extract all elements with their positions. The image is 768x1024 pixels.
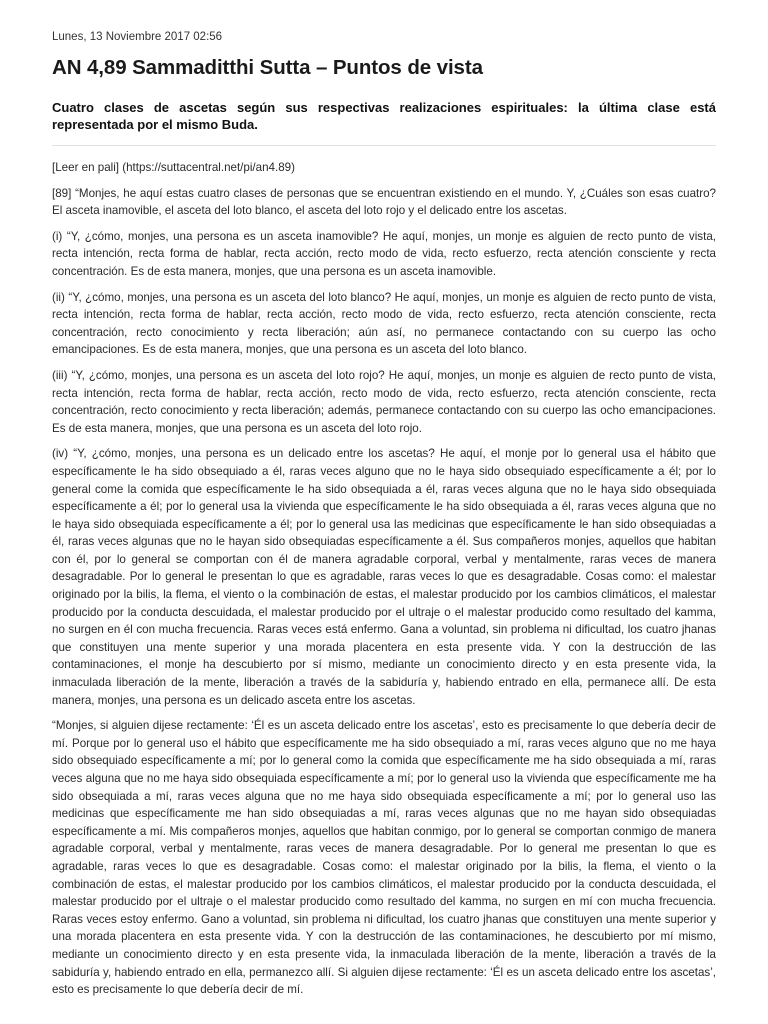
publish-date: Lunes, 13 Noviembre 2017 02:56 [52, 31, 223, 43]
paragraph: [89] “Monjes, he aquí estas cuatro clases de personas que se encuentran existiendo en el mundo. Y, ¿Cuáles son esas cuatro? El asceta inamovible, el asceta del loto blanco, el asceta del loto rojo y el delicado entre los ascetas. [52, 186, 716, 218]
article-body [52, 159, 716, 999]
divider [52, 145, 716, 146]
page-subtitle: Cuatro clases de ascetas según sus respectivas realizaciones espirituales: la última clase está representada por el mismo Buda. [52, 100, 716, 132]
paragraph: (i) “Y, ¿cómo, monjes, una persona es un asceta inamovible? He aquí, monjes, un monje es alguien de recto punto de vista, recta intención, recta forma de hablar, recta acción, recto modo de vida, recto esfuerzo, recta atención consciente y recta concentración. Es de esta manera, monjes, que una persona es un asceta inamovible. [52, 229, 716, 278]
page-title: AN 4,89 Sammaditthi Sutta – Puntos de vista [52, 56, 483, 79]
paragraph: (iv) “Y, ¿cómo, monjes, una persona es un delicado entre los ascetas? He aquí, el monje por lo general usa el hábito que específicamente le ha sido obsequiado a él, raras veces alguno que no le haya sido obsequiado específicamente a él; por lo general come la comida que específicamente le ha sido obsequiada a él, raras veces alguna que no le haya sido obsequiada específicamente a él; por lo general usa la vivienda que específicamente le ha sido obsequiada a él, raras veces alguna que no le haya sido obsequiada específicamente a él; por lo general usa las medicinas que específicamente le han sido obsequiadas a él, raras veces algunas que no le hayan sido obsequiadas específicamente a él. Sus compañeros monjes, aquellos que habitan con él, por lo general se comportan con él de manera agradable corporal, verbal y mentalmente, raras veces de manera desagradable. Por lo general le presentan lo que es agradable, raras veces lo que es desagradable. Cosas como: el malestar originado por la bilis, la flema, el viento o la combinación de estas, el malestar producido por los cambios climáticos, el malestar producido por la conducta descuidada, el malestar producido por el ultraje o el malestar producido como resultado del kamma, no surgen en él con mucha frecuencia. Raras veces está enfermo. Gana a voluntad, sin problema ni dificultad, los cuatro jhanas que constituyen una mente superior y una morada placentera en esta presente vida. Y con la destrucción de las contaminaciones, el monje ha descubierto por sí mismo, mediante un conocimiento directo y en esta presente vida, la inmaculada liberación de la mente, liberación a través de la sabiduría y, habiendo entrado en ella, permanece allí. De esta manera, monjes, una persona es un delicado asceta entre los ascetas. [52, 447, 716, 707]
paragraph: “Monjes, si alguien dijese rectamente: ‘Él es un asceta delicado entre los ascetas’, esto es precisamente lo que debería decir de mí. Porque por lo general uso el hábito que específicamente me ha sido obsequiado a mí, raras veces alguno que no me haya sido obsequiado específicamente a mí; por lo general como la comida que específicamente me ha sido obsequiada a mí, raras veces alguna que no me haya sido obsequiada específicamente a mí; por lo general uso la vivienda que específicamente me ha sido obsequiada a mí, raras veces alguna que no me haya sido obsequiada específicamente a mí; por lo general uso las medicinas que específicamente me han sido obsequiadas a mí, raras veces algunas que no me hayan sido obsequiadas específicamente a mí. Mis compañeros monjes, aquellos que habitan conmigo, por lo general se comportan conmigo de manera agradable corporal, verbal y mentalmente, raras veces de manera desagradable. Por lo general me presentan lo que es agradable, raras veces lo que es desagradable. Cosas como: el malestar originado por la bilis, la flema, el viento o la combinación de estas, el malestar producido por los cambios climáticos, el malestar producido por la conducta descuidada, el malestar producido por el ultraje o el malestar producido como resultado del kamma, no surgen en mí con mucha frecuencia. Raras veces estoy enfermo. Gano a voluntad, sin problema ni dificultad, los cuatro jhanas que constituyen una mente superior y una morada placentera en esta presente vida. Y con la destrucción de las contaminaciones, he descubierto por mí mismo, mediante un conocimiento directo y en esta presente vida, la inmaculada liberación de la mente, liberación a través de la sabiduría y, habiendo entrado en ella, permanezco allí. Si alguien dijese rectamente: ‘Él es un asceta delicado entre los ascetas’, esto es precisamente lo que debería decir de mí. [52, 719, 716, 997]
paragraph: (ii) “Y, ¿cómo, monjes, una persona es un asceta del loto blanco? He aquí, monjes, un monje es alguien de recto punto de vista, recta intención, recta forma de hablar, recta acción, recto modo de vida, recto esfuerzo, recta atención consciente, recta concentración, recto conocimiento y recta liberación; aún así, no permanece contactando con su cuerpo las ocho emancipaciones. Es de esta manera, monjes, que una persona es un asceta del loto blanco. [52, 290, 716, 357]
source-link-paragraph: [Leer en pali] (https://suttacentral.net/pi/an4.89) [52, 161, 295, 174]
paragraph: (iii) “Y, ¿cómo, monjes, una persona es un asceta del loto rojo? He aquí, monjes, un monje es alguien de recto punto de vista, recta intención, recta forma de hablar, recta acción, recto modo de vida, recto esfuerzo, recta atención consciente, recta concentración, recto conocimiento y recta liberación; además, permanece contactando con su cuerpo las ocho emancipaciones. Es de esta manera, monjes, que una persona es un asceta del loto rojo. [52, 368, 716, 435]
